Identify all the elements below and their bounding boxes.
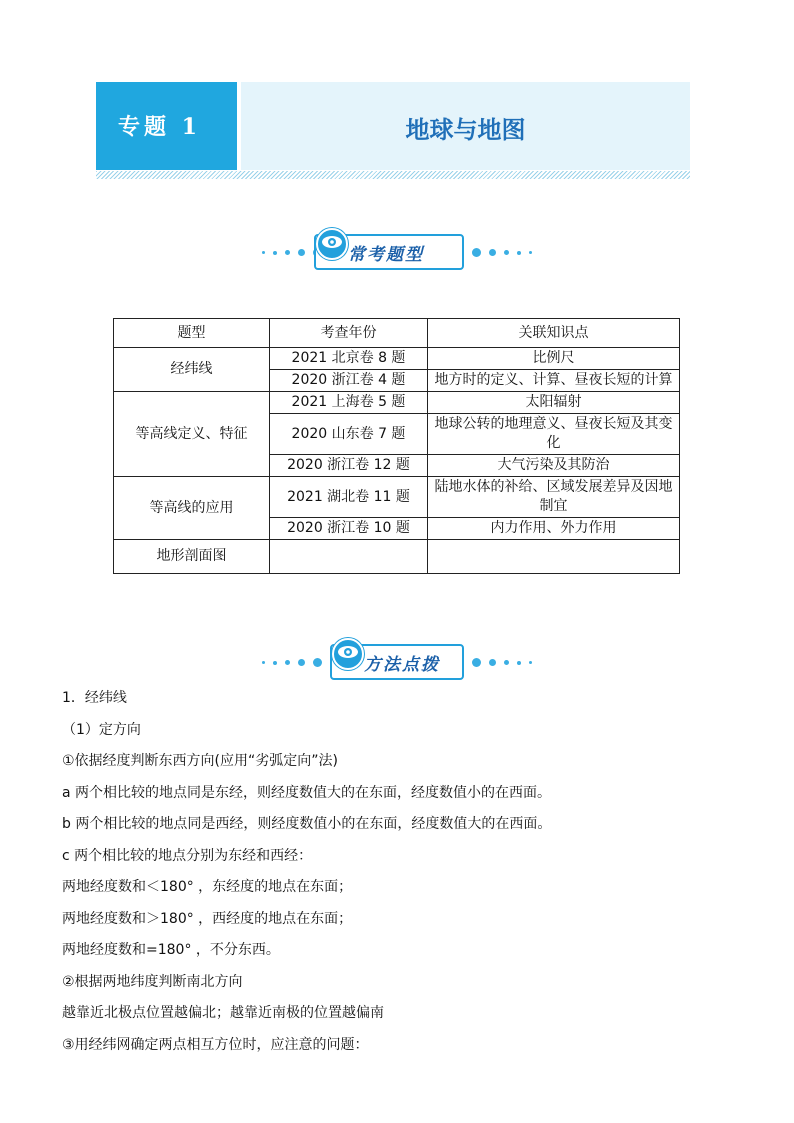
content-line: ②根据两地纬度判断南北方向 <box>62 973 243 990</box>
content-line: b 两个相比较的地点同是西经，则经度数值小的在东面，经度数值大的在西面。 <box>62 816 552 832</box>
table-cell-year: 2020 浙江卷 10 题 <box>270 518 428 540</box>
content-line: a 两个相比较的地点同是东经，则经度数值大的在东面，经度数值小的在西面。 <box>62 784 552 801</box>
table-header-row <box>114 319 680 348</box>
table-cell-year: 2021 北京卷 8 题 <box>270 348 428 370</box>
content-line: 两地经度数和＜180° ，东经度的地点在东面； <box>62 879 353 895</box>
table-row <box>114 540 680 574</box>
page-title: 地球与地图 <box>405 116 526 144</box>
table-cell-topic: 比例尺 <box>428 348 680 370</box>
content-heading: 1．经纬线 <box>62 690 127 706</box>
table-cell-topic: 地方时的定义、计算、昼夜长短的计算 <box>428 370 680 392</box>
table-row <box>114 477 680 518</box>
table-cell-type: 地形剖面图 <box>114 540 270 574</box>
section-title-frequent: 常考题型 <box>348 245 424 265</box>
topic-tag-box <box>96 82 237 170</box>
section-badge-frequent <box>258 226 558 276</box>
content-line: 两地经度数和=180° ，不分东西。 <box>62 942 280 958</box>
section-badge-methods <box>258 636 558 686</box>
table-cell-type: 等高线的应用 <box>114 477 270 540</box>
table-cell-year: 2021 上海卷 5 题 <box>270 392 428 414</box>
section-title-methods: 方法点拨 <box>364 655 440 675</box>
table-cell-topic: 地球公转的地理意义、昼夜长短及其变化 <box>428 414 680 455</box>
table-row <box>114 348 680 370</box>
section-badge-box <box>314 234 464 270</box>
table-cell-topic: 内力作用、外力作用 <box>428 518 680 540</box>
table-header-topic: 关联知识点 <box>428 319 680 348</box>
content-line: ③用经纬网确定两点相互方位时，应注意的问题： <box>62 1036 369 1053</box>
topic-tag: 专题 1 <box>118 114 201 140</box>
eye-icon <box>332 638 364 670</box>
table-cell-topic: 大气污染及其防治 <box>428 455 680 477</box>
table-cell-topic: 太阳辐射 <box>428 392 680 414</box>
section-badge-box <box>330 644 464 680</box>
table-cell-year <box>270 540 428 574</box>
eye-icon <box>316 228 348 260</box>
dots-decoration-right <box>472 658 532 667</box>
table-cell-year: 2020 山东卷 7 题 <box>270 414 428 455</box>
header-banner <box>96 82 690 170</box>
table-cell-year: 2020 浙江卷 12 题 <box>270 455 428 477</box>
dots-decoration-left <box>262 658 322 667</box>
method-content <box>62 683 742 1061</box>
table-cell-type: 等高线定义、特征 <box>114 392 270 477</box>
table-cell-year: 2021 湖北卷 11 题 <box>270 477 428 518</box>
table-header-type: 题型 <box>114 319 270 348</box>
banner-hatch-divider <box>96 171 690 179</box>
table-cell-topic: 陆地水体的补给、区域发展差异及因地制宜 <box>428 477 680 518</box>
content-line: c 两个相比较的地点分别为东经和西经： <box>62 847 313 864</box>
content-line: 两地经度数和＞180° ，西经度的地点在东面； <box>62 910 353 927</box>
table-cell-year: 2020 浙江卷 4 题 <box>270 370 428 392</box>
dots-decoration-left <box>262 248 322 257</box>
content-subheading: （1）定方向 <box>62 721 141 738</box>
dots-decoration-right <box>472 248 532 257</box>
table-row <box>114 392 680 414</box>
table-header-year: 考查年份 <box>270 319 428 348</box>
table-cell-type: 经纬线 <box>114 348 270 392</box>
content-line: ①依据经度判断东西方向(应用“劣弧定向”法) <box>62 753 338 769</box>
exam-topics-table <box>113 318 680 574</box>
table-cell-topic <box>428 540 680 574</box>
content-line: 越靠近北极点位置越偏北；越靠近南极的位置越偏南 <box>62 1005 384 1021</box>
